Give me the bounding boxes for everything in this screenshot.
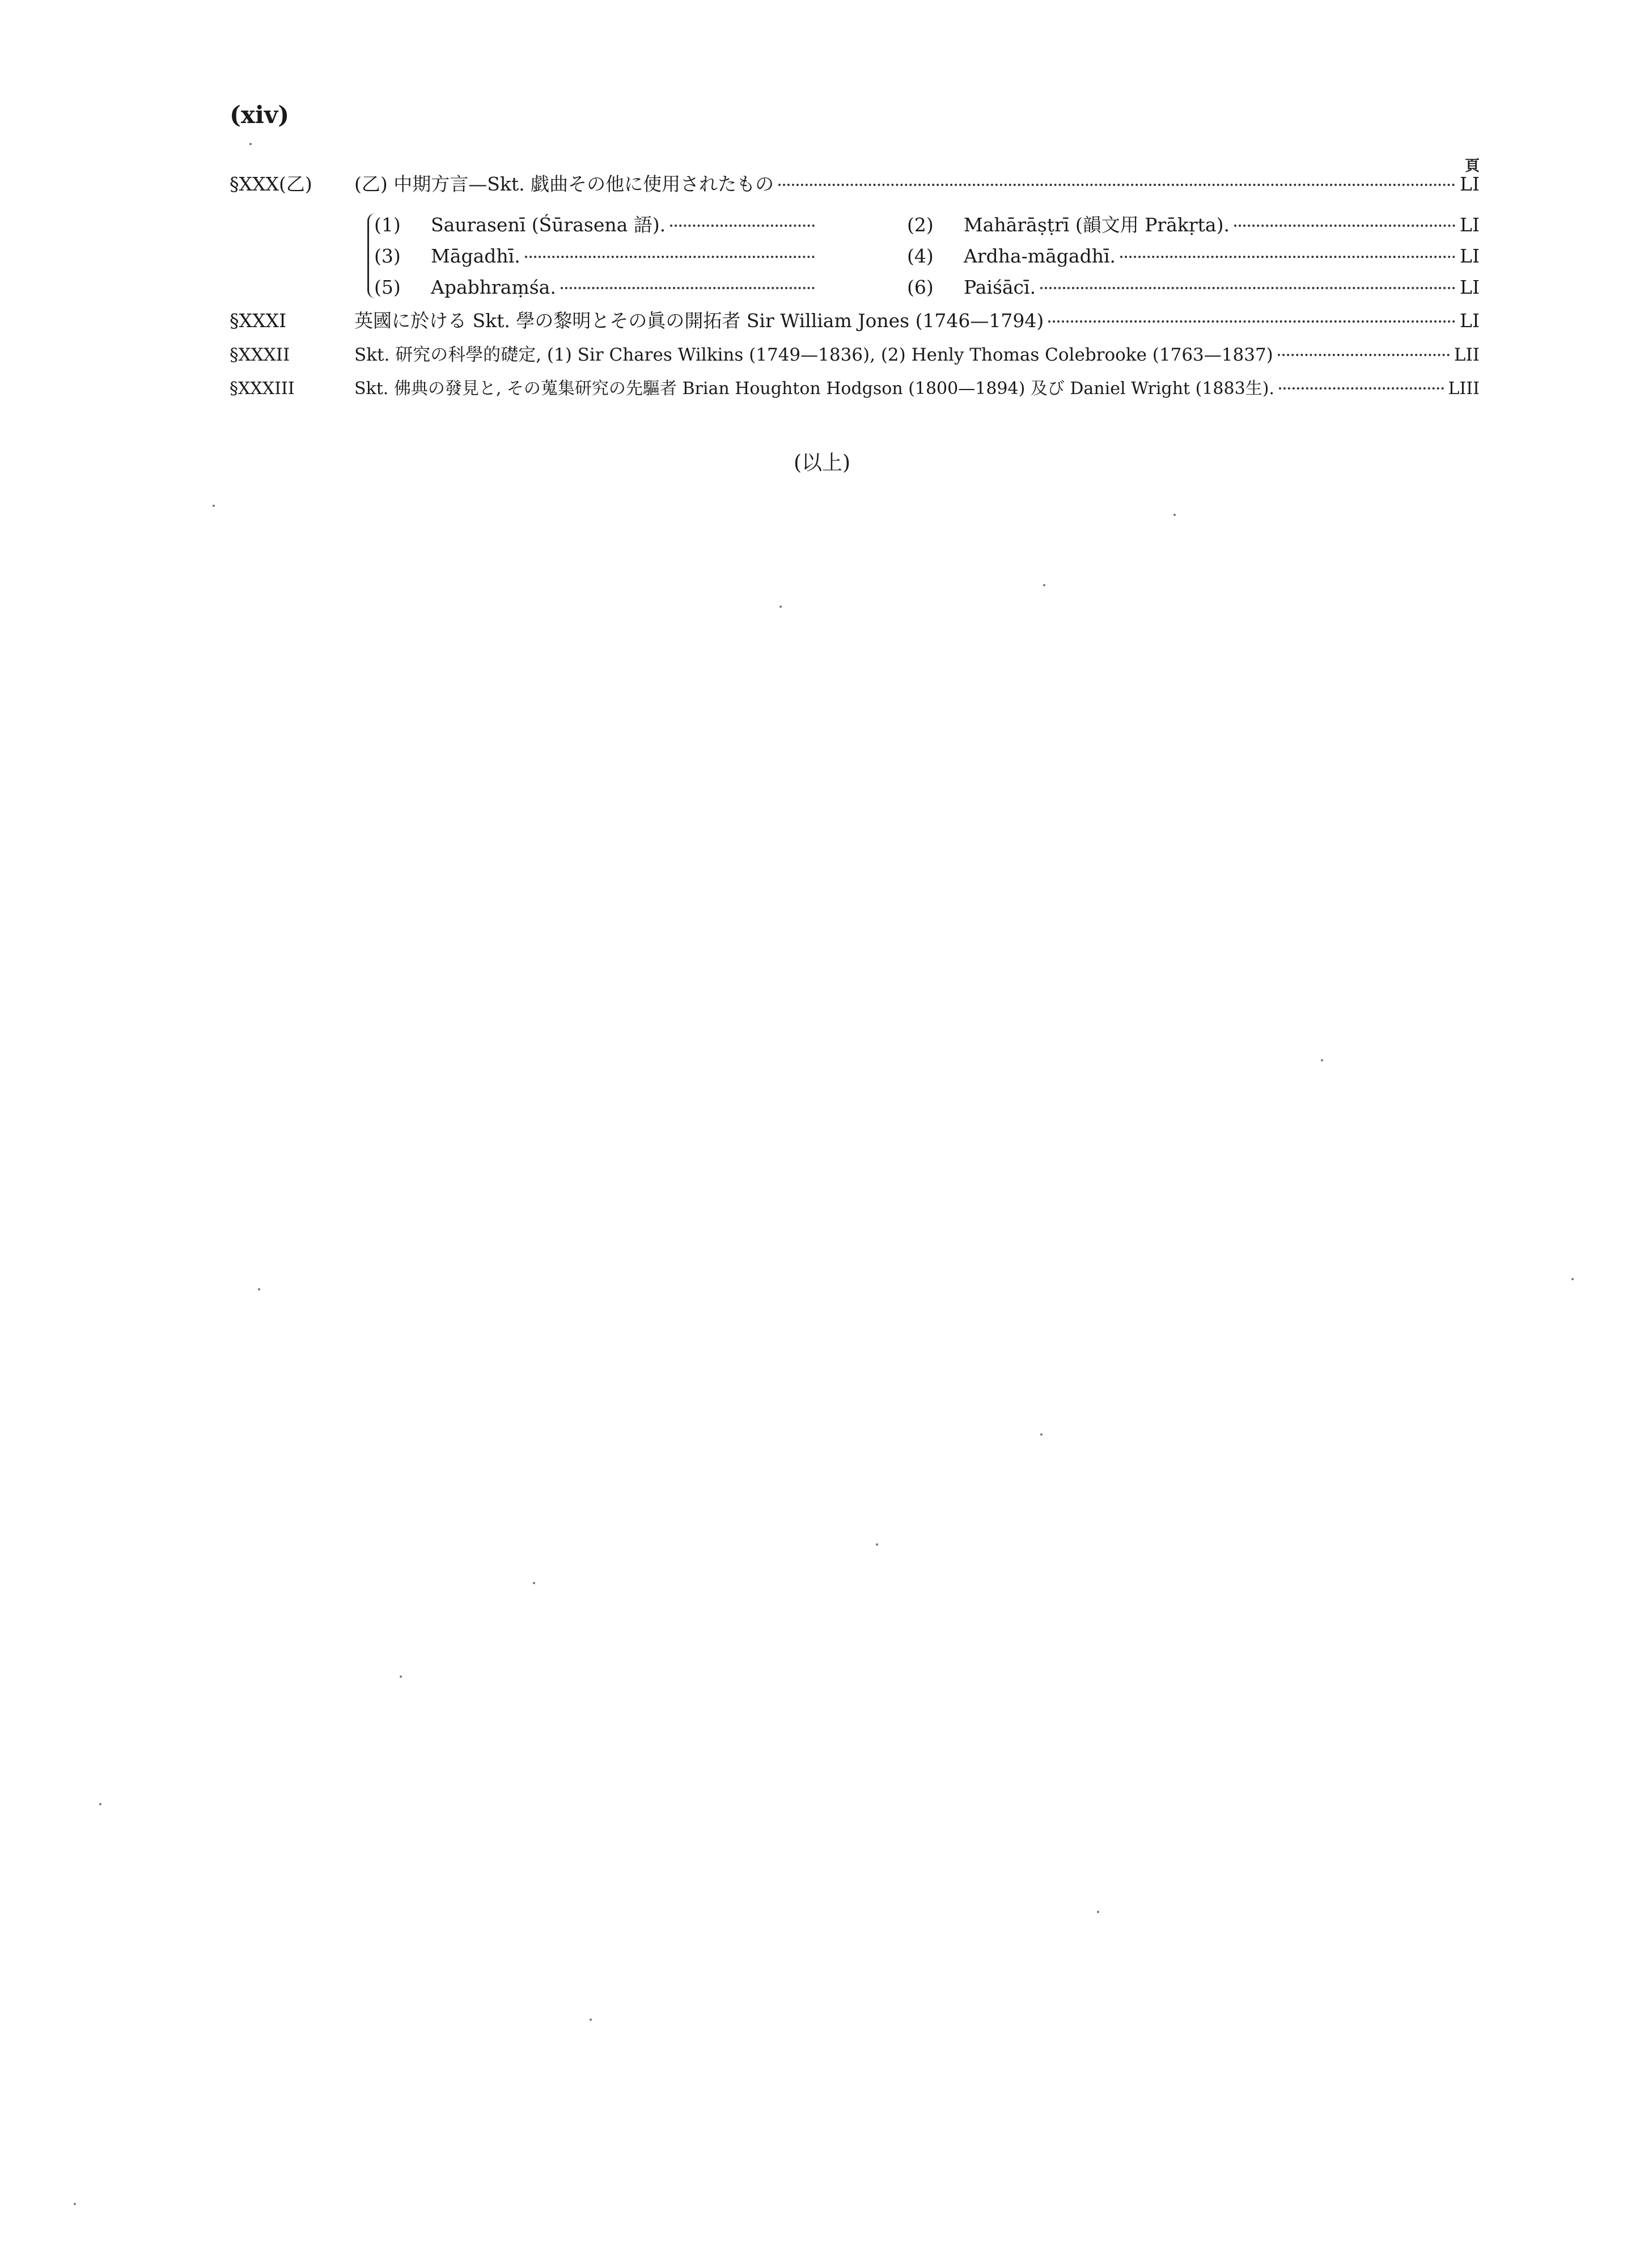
dot-leader: [670, 225, 815, 227]
entry-page: LII: [1454, 345, 1480, 365]
sub-item-5: [374, 276, 819, 299]
dot-leader: [1234, 225, 1455, 227]
sub-item-number: (6): [907, 276, 934, 298]
sub-item-2: [907, 214, 1480, 236]
scan-speck: [1097, 1911, 1099, 1913]
closing-mark: (以上): [793, 451, 851, 475]
scan-speck: [213, 505, 215, 507]
scan-speck: [876, 1543, 878, 1546]
entry-title: 英國に於ける Skt. 學の黎明とその眞の開拓者 Sir William Jones (1746—1794): [354, 310, 1044, 332]
toc-entry-xxxi: [230, 310, 1480, 332]
entry-page: LIII: [1448, 379, 1480, 399]
sub-item-page: LI: [1460, 214, 1480, 236]
scan-speck: [590, 2019, 592, 2021]
toc-entry-xxx: [230, 173, 1480, 196]
dot-leader: [525, 256, 815, 258]
page-number: (xiv): [230, 101, 290, 129]
sub-item-1: [374, 214, 819, 236]
section-number: §XXXI: [230, 310, 287, 332]
section-number: §XXXII: [230, 345, 290, 365]
section-number: §XXXIII: [230, 379, 295, 399]
sub-item-number: (5): [374, 276, 401, 298]
dot-leader: [561, 287, 815, 289]
scan-speck: [74, 2203, 76, 2205]
scan-speck: [1040, 1433, 1043, 1436]
section-number: §XXX(乙): [230, 173, 312, 195]
page-column-label: 頁: [1464, 158, 1480, 175]
scan-speck: [1043, 584, 1045, 586]
sub-item-3: [374, 245, 819, 268]
entry-title: (乙) 中期方言—Skt. 戯曲その他に使用されたもの: [354, 173, 774, 195]
scan-speck: [258, 1288, 260, 1290]
sub-item-number: (3): [374, 245, 401, 267]
entry-title: Skt. 佛典の發見と, その蒐集研究の先驅者 Brian Houghton Hodgson (1800—1894) 及び Daniel Wright (1883生).: [354, 379, 1274, 399]
scan-speck: [1173, 514, 1176, 516]
sub-item-label: Paiśācī.: [964, 276, 1036, 298]
toc-entry-xxxiii: [230, 378, 1480, 400]
toc-entry-xxxii: [230, 344, 1480, 366]
dot-leader: [1279, 387, 1444, 390]
sub-item-page: LI: [1460, 276, 1480, 298]
scan-speck: [779, 606, 782, 608]
scan-speck: [1571, 1278, 1574, 1280]
dot-leader: [1048, 320, 1455, 323]
sub-item-label: Ardha-māgadhī.: [964, 245, 1116, 267]
scan-speck: [400, 1675, 402, 1678]
entry-page: LI: [1460, 310, 1480, 332]
sub-item-number: (4): [907, 245, 934, 267]
scan-speck: [533, 1582, 535, 1584]
scan-speck: [249, 143, 252, 145]
scan-speck: [1321, 1059, 1323, 1061]
dot-leader: [778, 184, 1455, 186]
entry-title: Skt. 研究の科學的礎定, (1) Sir Chares Wilkins (1749—1836), (2) Henly Thomas Colebrooke (1763—1837): [354, 345, 1273, 365]
sub-item-label: Māgadhī.: [431, 245, 520, 267]
sub-item-label: Mahārāṣṭrī (韻文用 Prākṛta).: [964, 214, 1230, 236]
sub-item-label: Apabhraṃśa.: [431, 276, 556, 298]
sub-item-label: Saurasenī (Śūrasena 語).: [431, 214, 666, 236]
sub-item-page: LI: [1460, 245, 1480, 267]
dot-leader: [1120, 256, 1455, 258]
scan-speck: [99, 1803, 101, 1805]
sub-item-4: [907, 245, 1480, 268]
entry-page: LI: [1460, 173, 1480, 195]
dot-leader: [1040, 287, 1455, 289]
dot-leader: [1278, 354, 1450, 356]
sub-item-6: [907, 276, 1480, 299]
sub-item-number: (1): [374, 214, 401, 236]
sub-item-number: (2): [907, 214, 934, 236]
